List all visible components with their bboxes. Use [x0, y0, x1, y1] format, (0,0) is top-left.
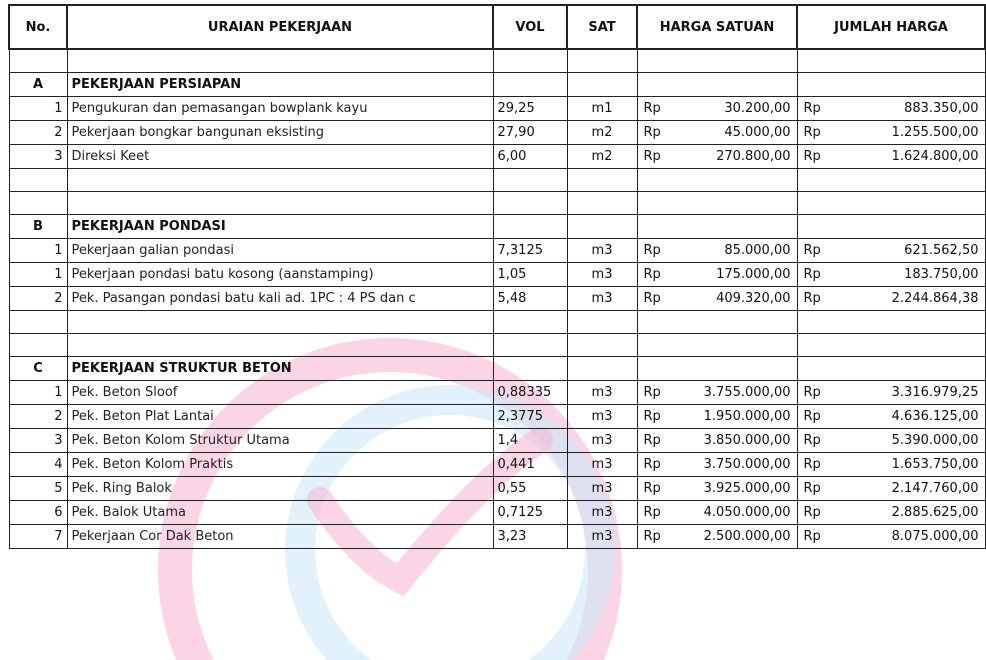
- item-no: 7: [9, 525, 67, 549]
- item-vol: 1,4: [493, 429, 567, 453]
- item-sat: m3: [567, 525, 637, 549]
- item-no: 1: [9, 263, 67, 287]
- currency-label: Rp: [643, 149, 661, 164]
- currency-label: Rp: [803, 505, 821, 520]
- item-total-cell: [797, 525, 985, 549]
- currency-label: Rp: [803, 125, 821, 140]
- item-total: 2.147.760,00: [891, 481, 979, 496]
- item-sat: m3: [567, 239, 637, 263]
- item-total-cell: [797, 429, 985, 453]
- item-desc: Pek. Balok Utama: [67, 501, 493, 525]
- item-price: 4.050.000,00: [703, 505, 791, 520]
- blank-row: [9, 334, 985, 357]
- section-code: A: [9, 73, 67, 97]
- item-price: 3.850.000,00: [703, 433, 791, 448]
- blank-row: [9, 169, 985, 192]
- item-price-cell: [637, 263, 797, 287]
- item-vol: 7,3125: [493, 239, 567, 263]
- item-vol: 6,00: [493, 145, 567, 169]
- currency-label: Rp: [643, 457, 661, 472]
- currency-label: Rp: [803, 433, 821, 448]
- item-sat: m3: [567, 405, 637, 429]
- currency-label: Rp: [803, 243, 821, 258]
- currency-label: Rp: [803, 101, 821, 116]
- item-desc: Pek. Beton Plat Lantai: [67, 405, 493, 429]
- item-sat: m3: [567, 381, 637, 405]
- item-total-cell: [797, 287, 985, 311]
- item-no: 2: [9, 405, 67, 429]
- item-price: 3.925.000,00: [703, 481, 791, 496]
- item-no: 3: [9, 429, 67, 453]
- item-price: 1.950.000,00: [703, 409, 791, 424]
- table-row: [9, 525, 985, 549]
- item-total-cell: [797, 405, 985, 429]
- header-no: No.: [9, 5, 67, 49]
- item-price-cell: [637, 453, 797, 477]
- table-row: [9, 121, 985, 145]
- item-price: 270.800,00: [716, 149, 791, 164]
- item-price-cell: [637, 477, 797, 501]
- item-price-cell: [637, 239, 797, 263]
- currency-label: Rp: [643, 481, 661, 496]
- item-desc: Pekerjaan bongkar bangunan eksisting: [67, 121, 493, 145]
- item-sat: m3: [567, 263, 637, 287]
- item-price-cell: [637, 501, 797, 525]
- item-desc: Pekerjaan pondasi batu kosong (aanstamping): [67, 263, 493, 287]
- item-total: 2.885.625,00: [891, 505, 979, 520]
- table-row: [9, 263, 985, 287]
- cost-estimate-table: [8, 4, 986, 549]
- item-no: 3: [9, 145, 67, 169]
- currency-label: Rp: [643, 101, 661, 116]
- item-no: 1: [9, 97, 67, 121]
- currency-label: Rp: [803, 149, 821, 164]
- item-sat: m3: [567, 429, 637, 453]
- item-no: 1: [9, 239, 67, 263]
- section-code: B: [9, 215, 67, 239]
- blank-row: [9, 192, 985, 215]
- item-total: 183.750,00: [904, 267, 979, 282]
- table-row: [9, 239, 985, 263]
- table-row: [9, 381, 985, 405]
- currency-label: Rp: [643, 433, 661, 448]
- item-price: 175.000,00: [716, 267, 791, 282]
- item-desc: Pek. Ring Balok: [67, 477, 493, 501]
- item-sat: m2: [567, 145, 637, 169]
- table-row: [9, 97, 985, 121]
- item-desc: Pekerjaan galian pondasi: [67, 239, 493, 263]
- section-title: PEKERJAAN PONDASI: [67, 215, 493, 239]
- item-vol: 29,25: [493, 97, 567, 121]
- item-total-cell: [797, 381, 985, 405]
- table-row: [9, 453, 985, 477]
- currency-label: Rp: [643, 125, 661, 140]
- currency-label: Rp: [803, 457, 821, 472]
- item-sat: m3: [567, 477, 637, 501]
- item-price-cell: [637, 381, 797, 405]
- table-row: [9, 145, 985, 169]
- item-price: 30.200,00: [724, 101, 791, 116]
- currency-label: Rp: [643, 529, 661, 544]
- currency-label: Rp: [803, 385, 821, 400]
- currency-label: Rp: [803, 267, 821, 282]
- item-sat: m3: [567, 287, 637, 311]
- item-total: 621.562,50: [904, 243, 979, 258]
- item-price-cell: [637, 405, 797, 429]
- currency-label: Rp: [643, 409, 661, 424]
- item-total-cell: [797, 121, 985, 145]
- item-price-cell: [637, 145, 797, 169]
- blank-row: [9, 311, 985, 334]
- item-sat: m2: [567, 121, 637, 145]
- section-row-c: [9, 357, 985, 381]
- section-row-a: [9, 73, 985, 97]
- item-desc: Pek. Beton Kolom Struktur Utama: [67, 429, 493, 453]
- item-total: 3.316.979,25: [891, 385, 979, 400]
- item-total-cell: [797, 239, 985, 263]
- table-row: [9, 501, 985, 525]
- currency-label: Rp: [803, 291, 821, 306]
- item-sat: m3: [567, 501, 637, 525]
- section-code: C: [9, 357, 67, 381]
- currency-label: Rp: [643, 267, 661, 282]
- section-row-b: [9, 215, 985, 239]
- item-total: 4.636.125,00: [891, 409, 979, 424]
- blank-row: [9, 49, 985, 73]
- item-vol: 0,7125: [493, 501, 567, 525]
- item-vol: 1,05: [493, 263, 567, 287]
- item-price: 3.755.000,00: [703, 385, 791, 400]
- item-total-cell: [797, 97, 985, 121]
- section-title: PEKERJAAN PERSIAPAN: [67, 73, 493, 97]
- item-price: 45.000,00: [724, 125, 791, 140]
- item-sat: m1: [567, 97, 637, 121]
- header-vol: VOL: [493, 5, 567, 49]
- item-vol: 27,90: [493, 121, 567, 145]
- header-harga-satuan: HARGA SATUAN: [637, 5, 797, 49]
- header-jumlah-harga: JUMLAH HARGA: [797, 5, 985, 49]
- item-desc: Pengukuran dan pemasangan bowplank kayu: [67, 97, 493, 121]
- item-desc: Pek. Pasangan pondasi batu kali ad. 1PC : 4 PS dan c: [67, 287, 493, 311]
- currency-label: Rp: [643, 385, 661, 400]
- item-total-cell: [797, 263, 985, 287]
- item-price: 3.750.000,00: [703, 457, 791, 472]
- item-total: 8.075.000,00: [891, 529, 979, 544]
- table-row: [9, 405, 985, 429]
- item-price-cell: [637, 525, 797, 549]
- item-no: 4: [9, 453, 67, 477]
- item-total: 5.390.000,00: [891, 433, 979, 448]
- item-total-cell: [797, 501, 985, 525]
- item-total-cell: [797, 453, 985, 477]
- item-total-cell: [797, 477, 985, 501]
- currency-label: Rp: [643, 291, 661, 306]
- item-total: 1.255.500,00: [891, 125, 979, 140]
- currency-label: Rp: [803, 409, 821, 424]
- item-price: 85.000,00: [724, 243, 791, 258]
- item-price: 409.320,00: [716, 291, 791, 306]
- item-total-cell: [797, 145, 985, 169]
- item-no: 2: [9, 287, 67, 311]
- item-price-cell: [637, 97, 797, 121]
- currency-label: Rp: [643, 505, 661, 520]
- table-row: [9, 429, 985, 453]
- item-desc: Direksi Keet: [67, 145, 493, 169]
- item-total: 1.653.750,00: [891, 457, 979, 472]
- item-price-cell: [637, 121, 797, 145]
- currency-label: Rp: [803, 529, 821, 544]
- item-total: 1.624.800,00: [891, 149, 979, 164]
- item-vol: 0,88335: [493, 381, 567, 405]
- item-vol: 3,23: [493, 525, 567, 549]
- item-price: 2.500.000,00: [703, 529, 791, 544]
- currency-label: Rp: [643, 243, 661, 258]
- item-no: 5: [9, 477, 67, 501]
- item-no: 2: [9, 121, 67, 145]
- item-no: 6: [9, 501, 67, 525]
- item-vol: 0,441: [493, 453, 567, 477]
- table-header-row: [9, 5, 985, 49]
- header-sat: SAT: [567, 5, 637, 49]
- header-uraian: URAIAN PEKERJAAN: [67, 5, 493, 49]
- item-total: 2.244.864,38: [891, 291, 979, 306]
- section-title: PEKERJAAN STRUKTUR BETON: [67, 357, 493, 381]
- item-price-cell: [637, 287, 797, 311]
- item-vol: 0,55: [493, 477, 567, 501]
- currency-label: Rp: [803, 481, 821, 496]
- item-no: 1: [9, 381, 67, 405]
- item-desc: Pek. Beton Kolom Praktis: [67, 453, 493, 477]
- item-price-cell: [637, 429, 797, 453]
- item-desc: Pek. Beton Sloof: [67, 381, 493, 405]
- item-sat: m3: [567, 453, 637, 477]
- item-vol: 2,3775: [493, 405, 567, 429]
- table-row: [9, 477, 985, 501]
- item-total: 883.350,00: [904, 101, 979, 116]
- item-vol: 5,48: [493, 287, 567, 311]
- item-desc: Pekerjaan Cor Dak Beton: [67, 525, 493, 549]
- table-row: [9, 287, 985, 311]
